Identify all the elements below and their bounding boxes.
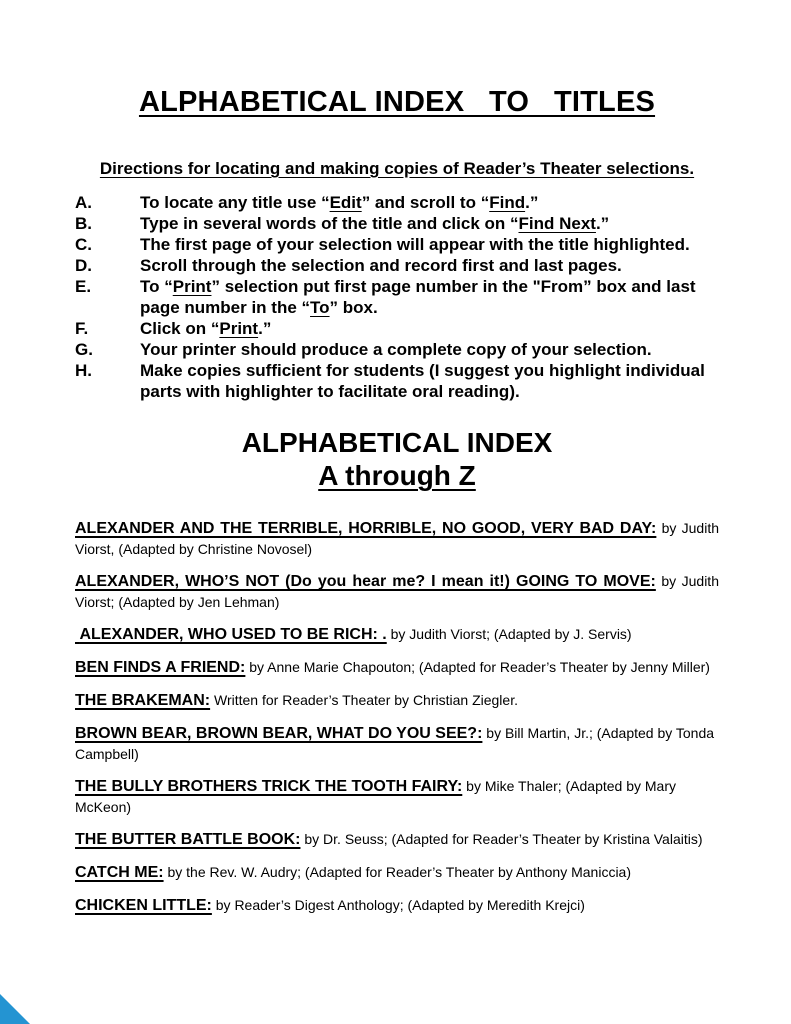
direction-label: B. xyxy=(75,214,92,233)
page-corner-fold-icon xyxy=(0,994,30,1024)
index-entry xyxy=(75,829,719,850)
index-entry xyxy=(75,776,719,817)
direction-text: Scroll through the selection and record first and last pages. xyxy=(140,256,622,275)
index-entry xyxy=(75,518,719,559)
directions-list xyxy=(75,192,719,402)
direction-item-h xyxy=(75,360,719,402)
entry-credit: Written for Reader’s Theater by Christian Ziegler. xyxy=(214,692,518,708)
entry-credit: by Anne Marie Chapouton; (Adapted for Reader’s Theater by Jenny Miller) xyxy=(249,659,710,675)
entry-title: CATCH ME: xyxy=(75,864,164,881)
direction-label: F. xyxy=(75,319,89,338)
direction-item-b xyxy=(75,213,719,234)
entry-credit: by Judith Viorst; (Adapted by J. Servis) xyxy=(390,626,632,642)
direction-text: Click on “Print.” xyxy=(140,319,272,338)
entry-title: THE BULLY BROTHERS TRICK THE TOOTH FAIRY: xyxy=(75,778,463,795)
direction-text: Your printer should produce a complete copy of your selection. xyxy=(140,340,652,359)
index-subheading: A through Z xyxy=(318,460,476,491)
entry-credit: by Judith Viorst, (Adapted by Christine Novosel) xyxy=(75,520,719,557)
direction-item-c xyxy=(75,234,719,255)
index-entry xyxy=(75,862,719,883)
entry-title: ALEXANDER AND THE TERRIBLE, HORRIBLE, NO GOOD, VERY BAD DAY: xyxy=(75,520,657,537)
index-entry xyxy=(75,657,719,678)
direction-text: To locate any title use “Edit” and scroll to “Find.” xyxy=(140,193,539,212)
entry-credit: by Judith Viorst; (Adapted by Jen Lehman) xyxy=(75,573,719,610)
entry-title: THE BRAKEMAN: xyxy=(75,692,211,709)
direction-item-e xyxy=(75,276,719,318)
entry-credit: by Reader’s Digest Anthology; (Adapted by Meredith Krejci) xyxy=(215,897,585,913)
entry-title: ALEXANDER, WHO’S NOT (Do you hear me? I mean it!) GOING TO MOVE: xyxy=(75,573,656,590)
entry-credit: by Dr. Seuss; (Adapted for Reader’s Theater by Kristina Valaitis) xyxy=(304,831,703,847)
direction-item-g xyxy=(75,339,719,360)
entry-title: ALEXANDER, WHO USED TO BE RICH: . xyxy=(75,626,387,643)
direction-item-d xyxy=(75,255,719,276)
direction-label: A. xyxy=(75,193,92,212)
direction-label: C. xyxy=(75,235,92,254)
entry-credit: by Mike Thaler; (Adapted by Mary McKeon) xyxy=(75,778,677,815)
direction-text: Type in several words of the title and click on “Find Next.” xyxy=(140,214,610,233)
entry-title: CHICKEN LITTLE: xyxy=(75,897,212,914)
direction-item-a xyxy=(75,192,719,213)
direction-text: To “Print” selection put first page number in the "From” box and last page number in the “To” box. xyxy=(140,277,696,317)
entry-credit: by the Rev. W. Audry; (Adapted for Reader’s Theater by Anthony Maniccia) xyxy=(167,864,632,880)
index-entry xyxy=(75,624,719,645)
direction-label: E. xyxy=(75,277,92,296)
direction-item-f xyxy=(75,318,719,339)
direction-text: The first page of your selection will appear with the title highlighted. xyxy=(140,235,690,254)
index-entry xyxy=(75,895,719,916)
direction-text: Make copies sufficient for students (I suggest you highlight individual parts with highlighter to facilitate oral reading). xyxy=(140,361,705,401)
direction-label: G. xyxy=(75,340,93,359)
index-entries xyxy=(75,518,719,916)
entry-title: BROWN BEAR, BROWN BEAR, WHAT DO YOU SEE?: xyxy=(75,725,483,742)
page-title: ALPHABETICAL INDEX TO TITLES xyxy=(138,86,656,118)
index-heading: ALPHABETICAL INDEX xyxy=(241,427,553,458)
directions-heading: Directions for locating and making copies of Reader’s Theater selections. xyxy=(99,159,695,178)
index-entry xyxy=(75,571,719,612)
index-entry xyxy=(75,690,719,711)
direction-label: D. xyxy=(75,256,92,275)
entry-title: BEN FINDS A FRIEND: xyxy=(75,659,246,676)
entry-title: THE BUTTER BATTLE BOOK: xyxy=(75,831,301,848)
direction-label: H. xyxy=(75,361,92,380)
index-entry xyxy=(75,723,719,764)
entry-credit: by Bill Martin, Jr.; (Adapted by Tonda Campbell) xyxy=(75,725,715,762)
